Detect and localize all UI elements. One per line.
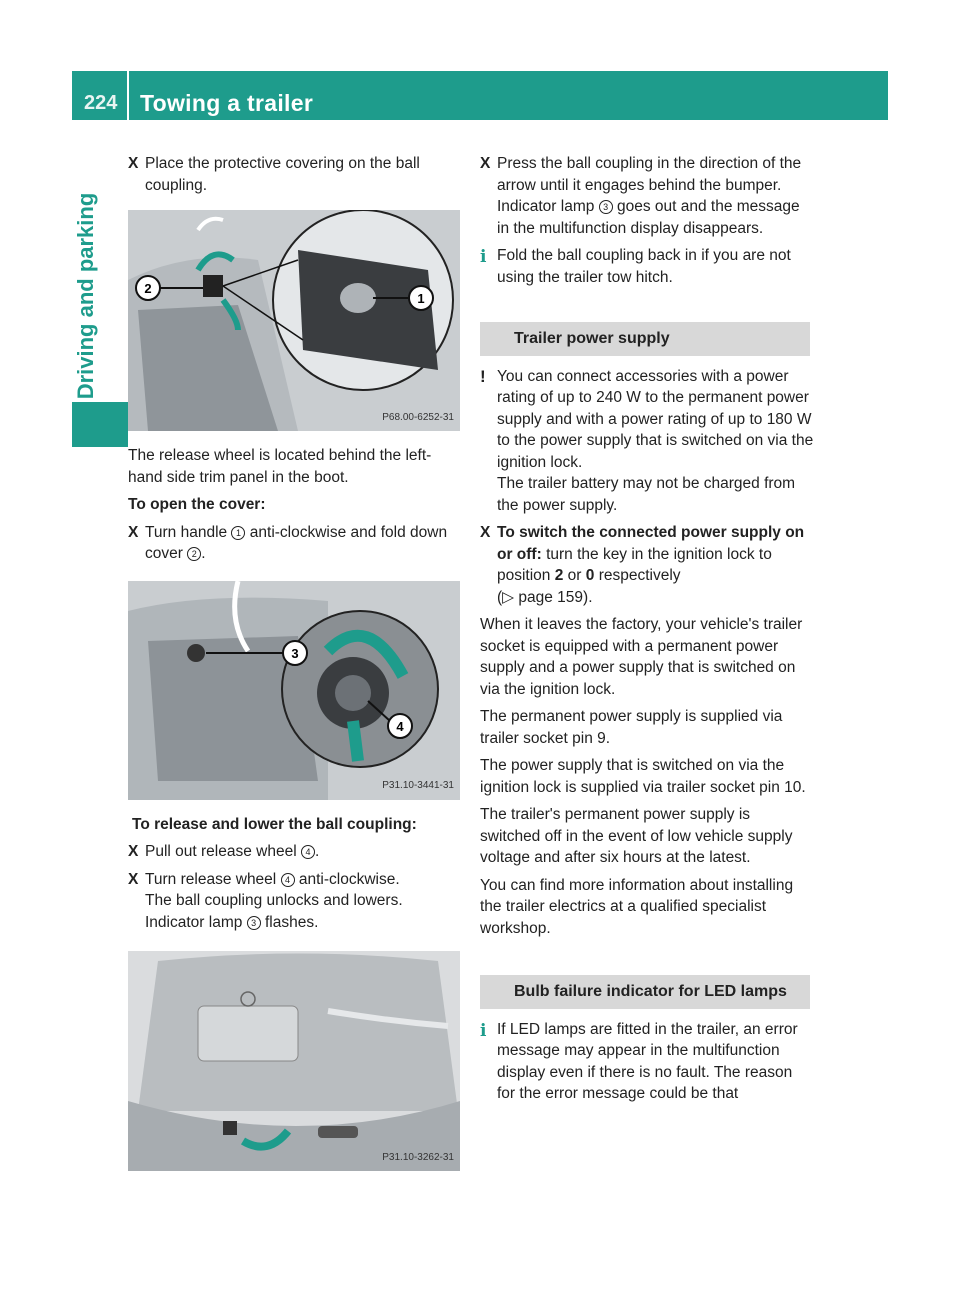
callout-number: 3 [247,916,261,930]
right-column [480,153,814,1111]
svg-text:2: 2 [144,281,152,296]
paragraph: When it leaves the factory, your vehicle's trailer socket is equipped with a permanent power supply and a power supply that is switched on via the ignition lock. [480,616,803,698]
section-heading: Trailer power supply [480,322,810,356]
subheading: To open the cover: [128,496,266,513]
figure-release-wheel [128,581,460,800]
paragraph: The trailer's permanent power supply is switched off in the event of low vehicle supply voltage and after six hours at the latest. [480,806,793,866]
figure-code: P31.10-3441-31 [382,780,454,791]
paragraph: You can find more information about installing the trailer electrics at a qualified specialist workshop. [480,876,794,937]
side-tab-block [72,402,128,447]
header-divider [127,71,129,120]
list-item: X Pull out release wheel 4 . [128,841,460,863]
figure-car-rear [128,951,460,1171]
page-title: Towing a trailer [140,90,314,116]
list-item: X Press the ball coupling in the direction of the arrow until it engages behind the bumper. Indicator lamp 3 goes out and the message in the multifunction display disappears. [480,155,802,237]
page-reference-link[interactable]: (▷ page 159). [497,588,593,606]
figure-code: P31.10-3262-31 [382,1151,454,1163]
page-number: 224 [84,92,118,114]
subheading: To release and lower the ball coupling: [132,815,417,833]
callout-number: 4 [281,873,295,887]
info-note: i If LED lamps are fitted in the trailer, an error message may appear in the multifunction display even if there is no fault. The reason for the error message could be that [480,1020,798,1102]
section-heading: Bulb failure indicator for LED lamps [480,975,810,1009]
arrow-bullet-icon: X [128,155,139,172]
info-icon: i [480,247,487,267]
paragraph: The power supply that is switched on via the ignition lock is supplied via trailer socket pin 10. [480,757,806,796]
car-rear-illustration [128,951,460,1171]
trunk-illustration [128,210,460,431]
arrow-bullet-icon: X [128,870,139,888]
list-item: X Place the protective covering on the ball coupling. [128,155,420,194]
side-tab-label: Driving and parking [73,192,98,400]
release-wheel-illustration [128,581,460,800]
figure-ball-coupling-cover [128,210,460,431]
arrow-bullet-icon: X [128,843,139,860]
callout-number: 4 [301,845,315,859]
info-note: i Fold the ball coupling back in if you are not using the trailer tow hitch. [480,247,791,286]
left-column [128,153,460,1185]
list-item: X Turn release wheel 4 anti-clockwise. The ball coupling unlocks and lowers. Indicator lamp 3 flashes. [128,870,403,931]
paragraph: The release wheel is located behind the left-hand side trim panel in the boot. [128,447,432,486]
info-icon: i [480,1020,487,1041]
list-item: X To switch the connected power supply on or off: turn the key in the ignition lock to position 2 or 0 respectively (▷ page 159). [480,524,805,606]
callout-number: 1 [231,526,245,540]
figure-code: P68.00-6252-31 [382,411,454,423]
svg-text:4: 4 [396,718,404,734]
arrow-bullet-icon: X [128,523,139,541]
paragraph: The permanent power supply is supplied via trailer socket pin 9. [480,708,783,747]
svg-text:1: 1 [417,291,425,306]
svg-text:3: 3 [291,645,299,661]
warning-note: ! You can connect accessories with a power rating of up to 240 W to the permanent power supply and with a power rating of up to 180 W to the power supply that is switched on via the ignition lock. The trailer battery may not be charged from the power supply. [480,366,814,514]
list-item: X Turn handle 1 anti-clockwise and fold down cover 2 . [128,523,448,562]
callout-number: 3 [599,200,613,214]
arrow-bullet-icon: X [480,524,491,541]
callout-number: 2 [187,547,201,561]
arrow-bullet-icon: X [480,155,491,172]
exclamation-icon: ! [480,366,486,386]
